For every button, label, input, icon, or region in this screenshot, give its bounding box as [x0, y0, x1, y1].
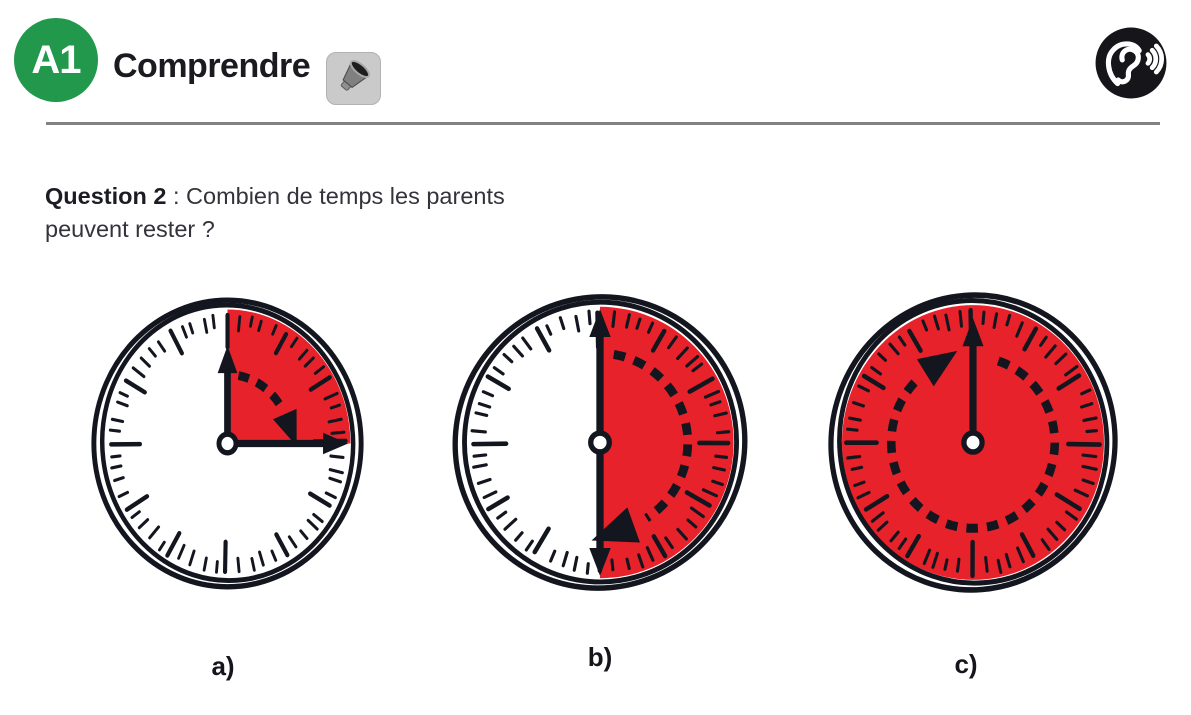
option-a-clock-figure[interactable] [84, 287, 371, 600]
speaker-icon [330, 55, 377, 103]
option-a-label[interactable]: a) [211, 651, 235, 681]
ear-listening-icon [1094, 26, 1168, 100]
question-line1: : Combien de temps les parents [166, 183, 505, 209]
page-title: Comprendre [113, 47, 311, 85]
option-c-label[interactable]: c) [954, 649, 978, 679]
section-divider [46, 122, 1160, 125]
clock-c-svg [820, 282, 1126, 603]
option-b-clock-figure[interactable] [444, 284, 756, 601]
audio-play-button[interactable] [326, 52, 381, 105]
option-b-label[interactable]: b) [587, 642, 613, 672]
question-line2: peuvent rester ? [45, 216, 215, 243]
option-c-clock-figure[interactable] [820, 282, 1126, 603]
clock-b-svg [444, 284, 756, 601]
level-badge: A1 [14, 18, 98, 102]
clock-a-svg [84, 287, 371, 600]
question-number-label: Question 2 [45, 183, 167, 209]
question-text [45, 180, 505, 247]
